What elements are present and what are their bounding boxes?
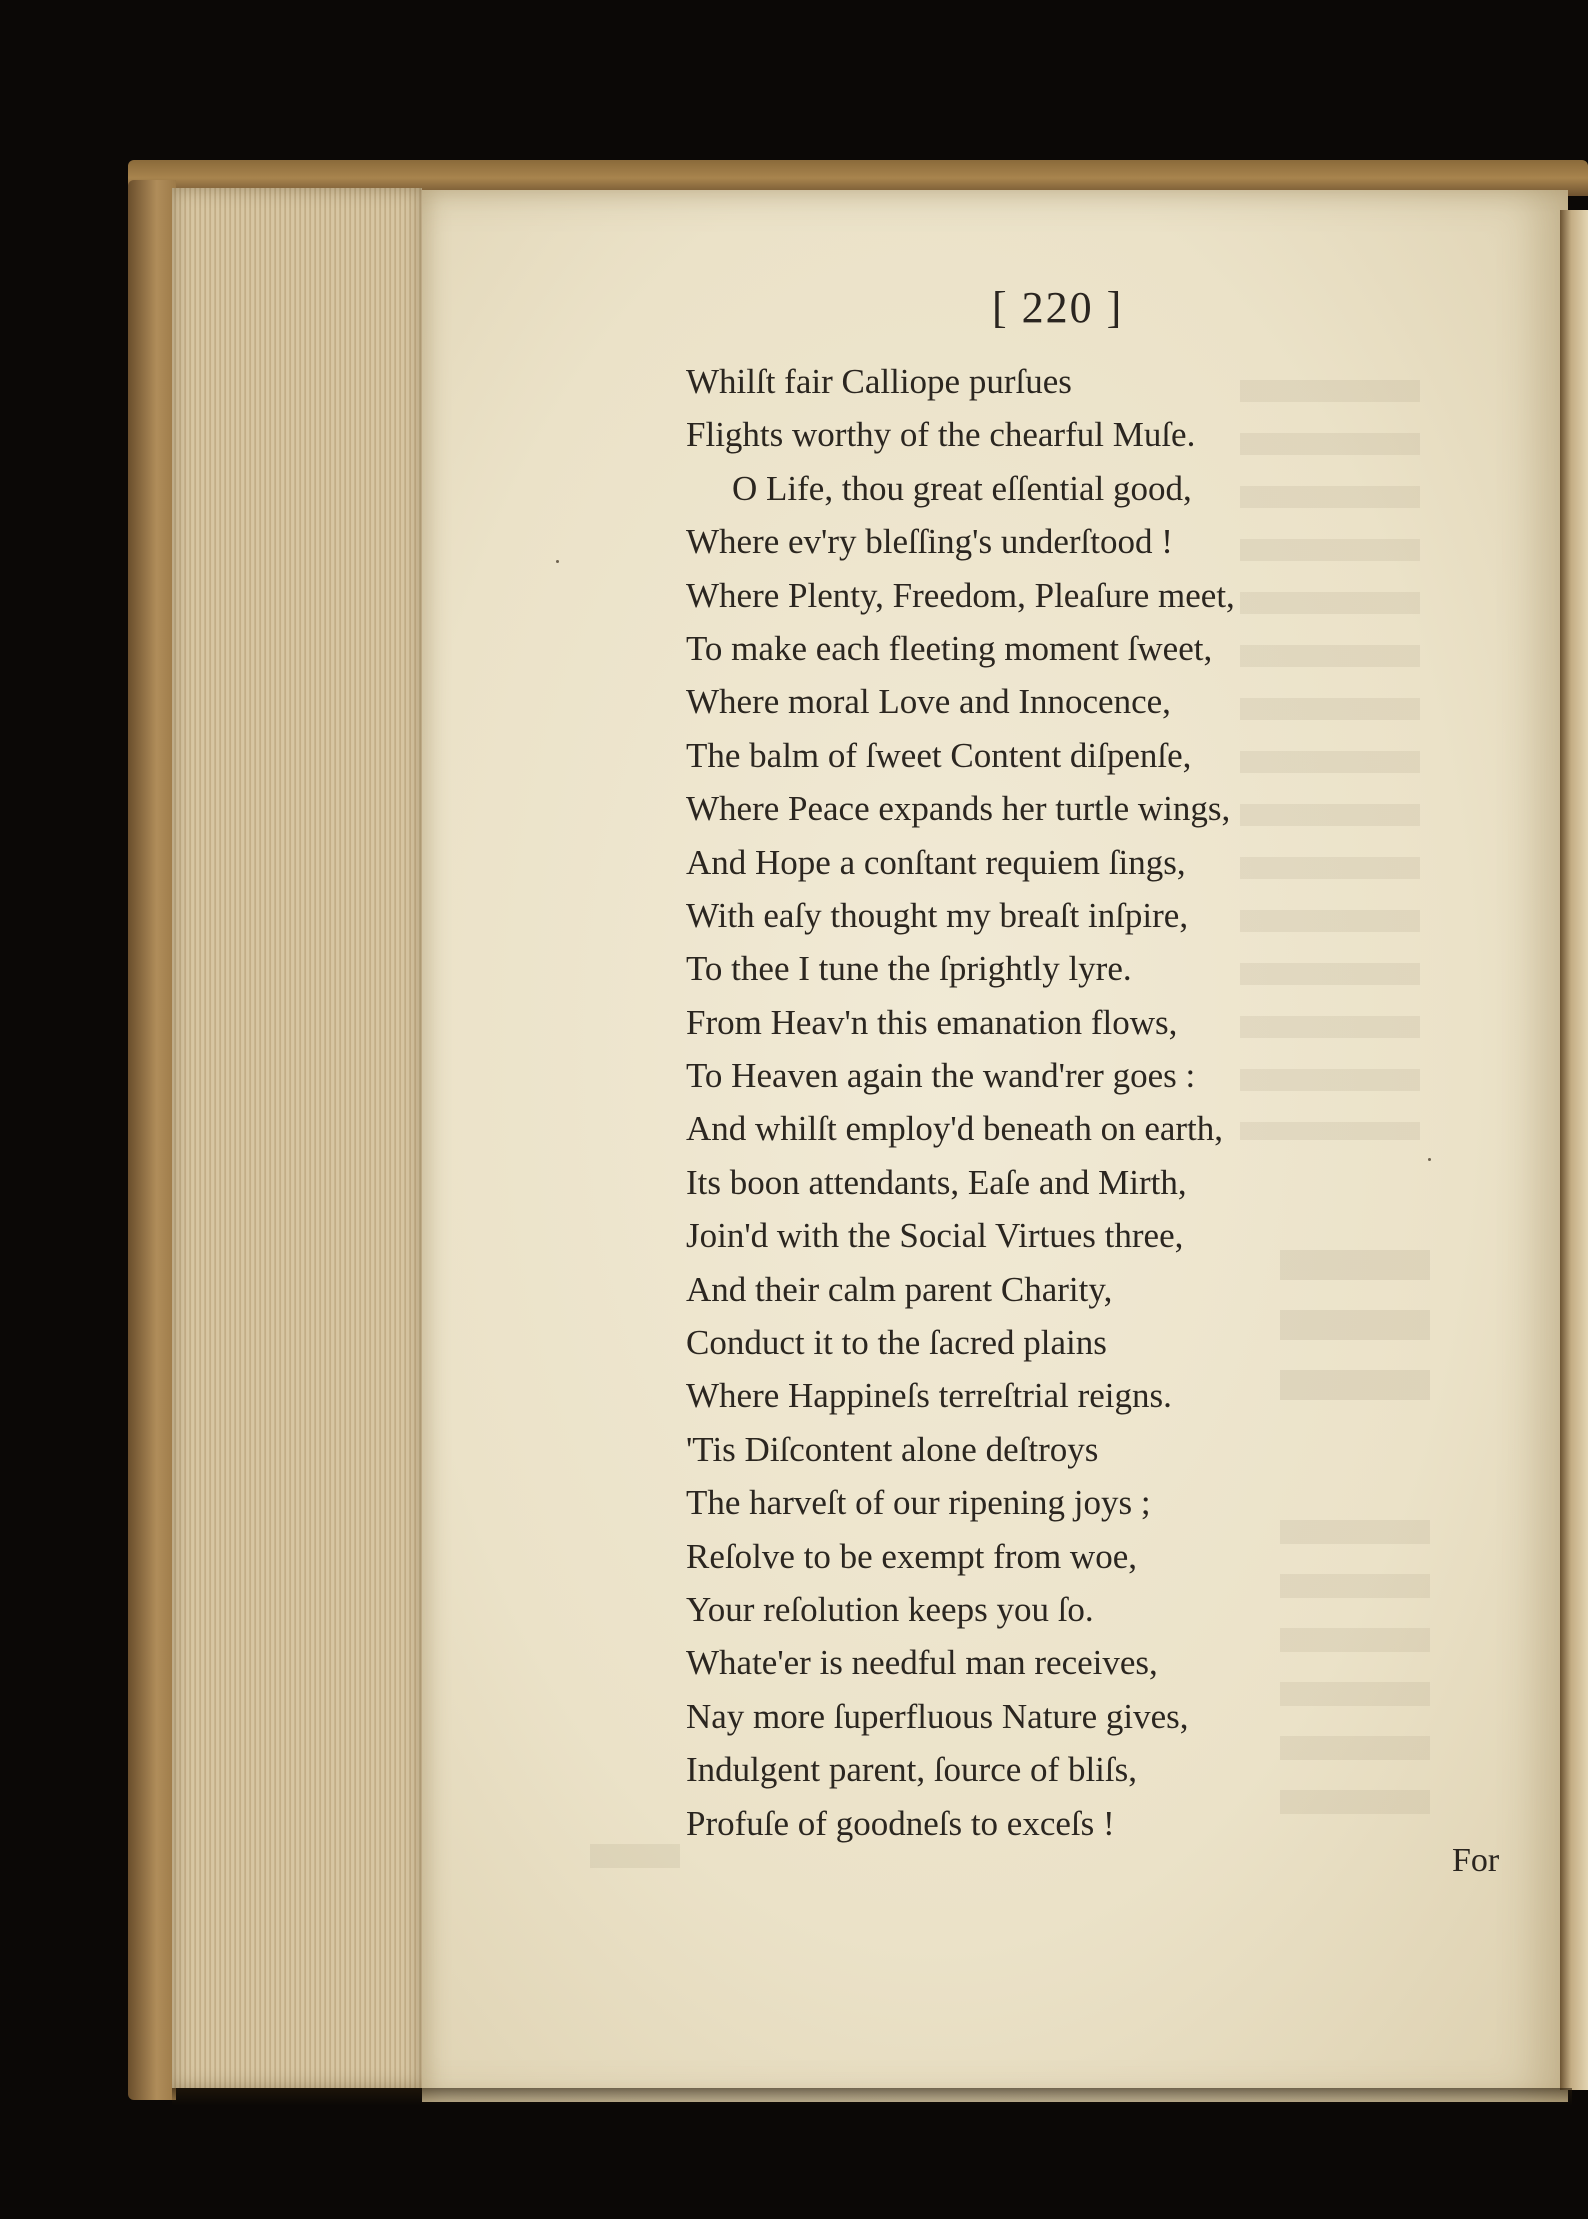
poem-line: Where Plenty, Freedom, Pleaſure meet, <box>686 575 1235 615</box>
poem-line: Reſolve to be exempt from woe, <box>686 1536 1137 1576</box>
poem-line: Its boon attendants, Eaſe and Mirth, <box>686 1162 1187 1202</box>
poem-line: Nay more ſuperfluous Nature gives, <box>686 1696 1189 1736</box>
poem-line: To make each fleeting moment ſweet, <box>686 628 1213 668</box>
poem-line: O Life, thou great eſſential good, <box>732 468 1192 508</box>
paper-speck <box>556 560 559 563</box>
poem-line: Profuſe of goodneſs to exceſs ! <box>686 1803 1115 1843</box>
poem-line: Indulgent parent, ſource of bliſs, <box>686 1750 1137 1790</box>
poem-line: Your reſolution keeps you ſo. <box>686 1589 1094 1629</box>
catchword: For <box>1452 1842 1500 1879</box>
poem-line: Whilſt fair Calliope purſues <box>686 362 1072 401</box>
page-number-header: [ 220 ] <box>992 283 1124 332</box>
poem-line: Join'd with the Social Virtues three, <box>686 1216 1184 1256</box>
paper-speck <box>1428 1158 1431 1161</box>
page-bottom-shadow <box>172 2088 1572 2106</box>
poem-line: To Heaven again the wand'rer goes : <box>686 1056 1196 1096</box>
poem-line: And Hope a conſtant requiem ſings, <box>686 842 1186 882</box>
poem-line: Where ev'ry bleſſing's underſtood ! <box>686 522 1173 562</box>
poem-line: Where Peace expands her turtle wings, <box>686 789 1231 829</box>
poem-line: From Heav'n this emanation flows, <box>686 1002 1178 1042</box>
poem-line: To thee I tune the ſprightly lyre. <box>686 949 1132 989</box>
poem-line: And their calm parent Charity, <box>686 1269 1113 1309</box>
poem-line: The balm of ſweet Content diſpenſe, <box>686 735 1192 775</box>
poem-line: The harveſt of our ripening joys ; <box>686 1483 1151 1523</box>
poem-line: 'Tis Diſcontent alone deſtroys <box>686 1429 1099 1469</box>
poem-line: Conduct it to the ſacred plains <box>686 1323 1107 1363</box>
facing-page-edge <box>1560 210 1588 2090</box>
poem-text <box>686 355 1386 1850</box>
poem-line: Where moral Love and Innocence, <box>686 682 1171 722</box>
poem-line: With eaſy thought my breaſt inſpire, <box>686 895 1189 935</box>
poem-line: Where Happineſs terreſtrial reigns. <box>686 1376 1172 1416</box>
page-block-edges <box>172 188 422 2088</box>
poem-line: And whilſt employ'd beneath on earth, <box>686 1109 1224 1149</box>
poem-line: Flights worthy of the chearful Muſe. <box>686 415 1196 455</box>
poem-line: Whate'er is needful man receives, <box>686 1643 1158 1683</box>
book-cover-left-edge <box>128 180 176 2100</box>
